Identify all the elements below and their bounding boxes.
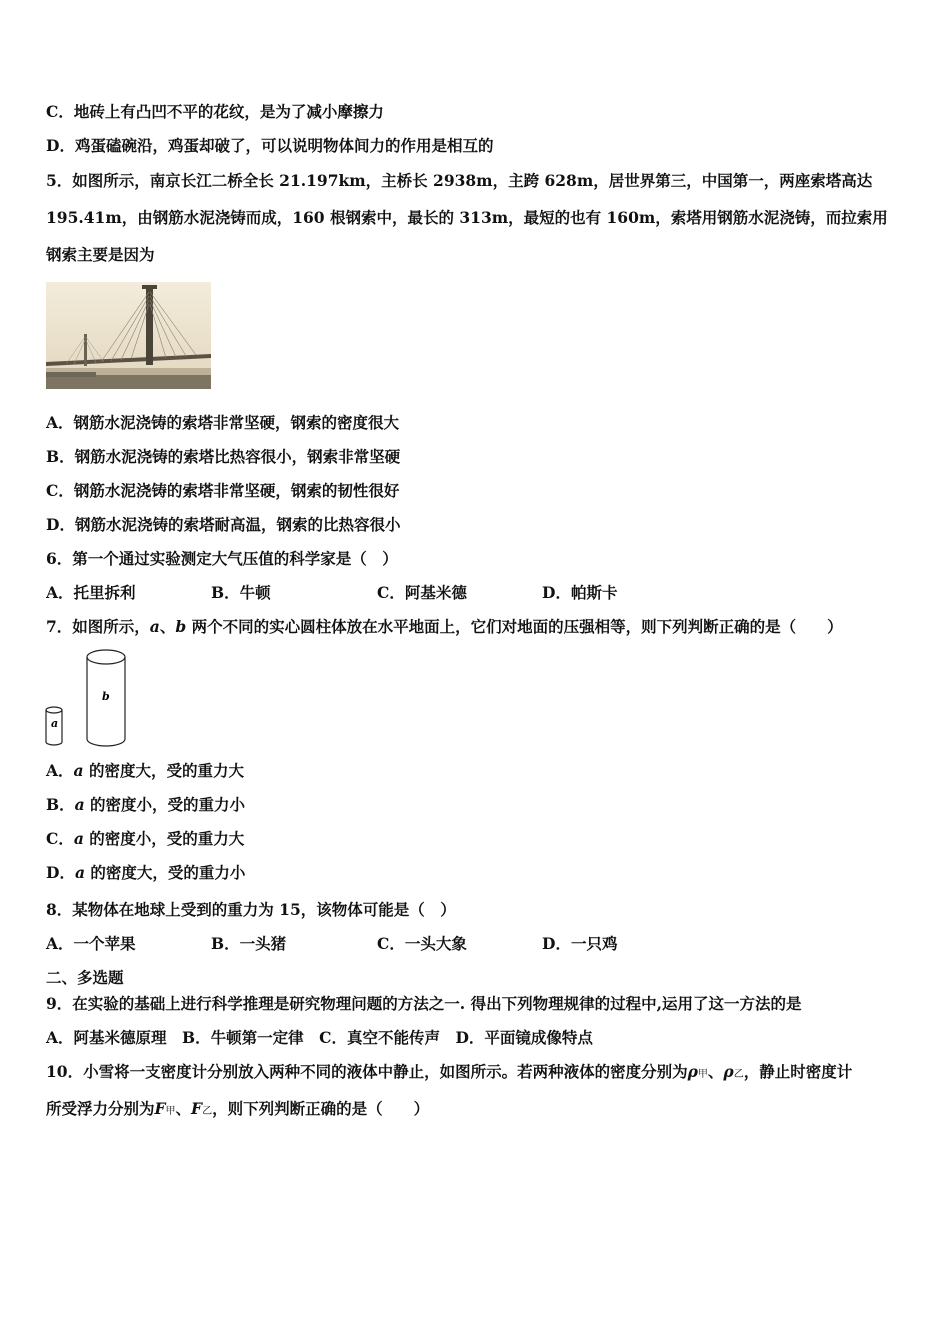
q4-option-d: D．鸡蛋磕碗沿，鸡蛋却破了，可以说明物体间力的作用是相互的 [46, 136, 494, 155]
q8-stem: 8．某物体在地球上受到的重力为 15，该物体可能是（ ） [46, 900, 456, 919]
section-heading-multi-choice: 二、多选题 [46, 968, 124, 987]
q5-stem-line3: 钢索主要是因为 [46, 245, 155, 264]
q8-option-b: B．一头猪 [211, 934, 287, 953]
q5-option-a: A．钢筋水泥浇铸的索塔非常坚硬，钢索的密度很大 [46, 413, 400, 432]
cylinder-a-label: a [51, 717, 59, 730]
q7-option-d: D．a 的密度大，受的重力小 [46, 863, 246, 882]
q7-option-c: C．a 的密度小，受的重力大 [46, 829, 245, 848]
q8-option-c: C．一头大象 [377, 934, 467, 953]
q6-option-b: B．牛顿 [211, 583, 271, 602]
q6-option-a: A．托里拆利 [46, 583, 136, 602]
q6-option-c: C．阿基米德 [377, 583, 467, 602]
bridge-photo [46, 282, 211, 389]
q5-option-c: C．钢筋水泥浇铸的索塔非常坚硬，钢索的韧性很好 [46, 481, 400, 500]
q5-option-b: B．钢筋水泥浇铸的索塔比热容很小，钢索非常坚硬 [46, 447, 401, 466]
q10-stem-line1: 10．小雪将一支密度计分别放入两种不同的液体中静止，如图所示。若两种液体的密度分别为ρ甲、ρ乙，静止时密度计 [46, 1062, 853, 1081]
q6-option-d: D．帕斯卡 [542, 583, 618, 602]
q6-stem: 6．第一个通过实验测定大气压值的科学家是（ ） [46, 549, 398, 568]
q5-option-d: D．钢筋水泥浇铸的索塔耐高温，钢索的比热容很小 [46, 515, 401, 534]
q8-option-d: D．一只鸡 [542, 934, 618, 953]
cylinders-figure [44, 648, 134, 750]
q4-option-c: C．地砖上有凸凹不平的花纹，是为了减小摩擦力 [46, 102, 384, 121]
q7-stem: 7．如图所示，a、b 两个不同的实心圆柱体放在水平地面上，它们对地面的压强相等，则下列判断正确的是（ ） [46, 617, 843, 636]
q8-option-a: A．一个苹果 [46, 934, 136, 953]
q9-stem: 9．在实验的基础上进行科学推理是研究物理问题的方法之一. 得出下列物理规律的过程中,运用了这一方法的是 [46, 994, 802, 1013]
q7-option-b: B．a 的密度小，受的重力小 [46, 795, 246, 814]
q5-stem-line2: 195.41m，由钢筋水泥浇铸而成，160 根钢索中，最长的 313m，最短的也有 160m，索塔用钢筋水泥浇铸，而拉索用 [46, 208, 888, 227]
q5-stem-line1: 5．如图所示，南京长江二桥全长 21.197km，主桥长 2938m，主跨 628m，居世界第三，中国第一，两座索塔高达 [46, 171, 873, 190]
q10-stem-line2: 所受浮力分别为F甲、F乙，则下列判断正确的是（ ） [46, 1099, 430, 1118]
cylinder-b-label: b [102, 690, 110, 703]
q9-options: A．阿基米德原理 B．牛顿第一定律 C．真空不能传声 D．平面镜成像特点 [46, 1028, 593, 1047]
q7-option-a: A．a 的密度大，受的重力大 [46, 761, 244, 780]
